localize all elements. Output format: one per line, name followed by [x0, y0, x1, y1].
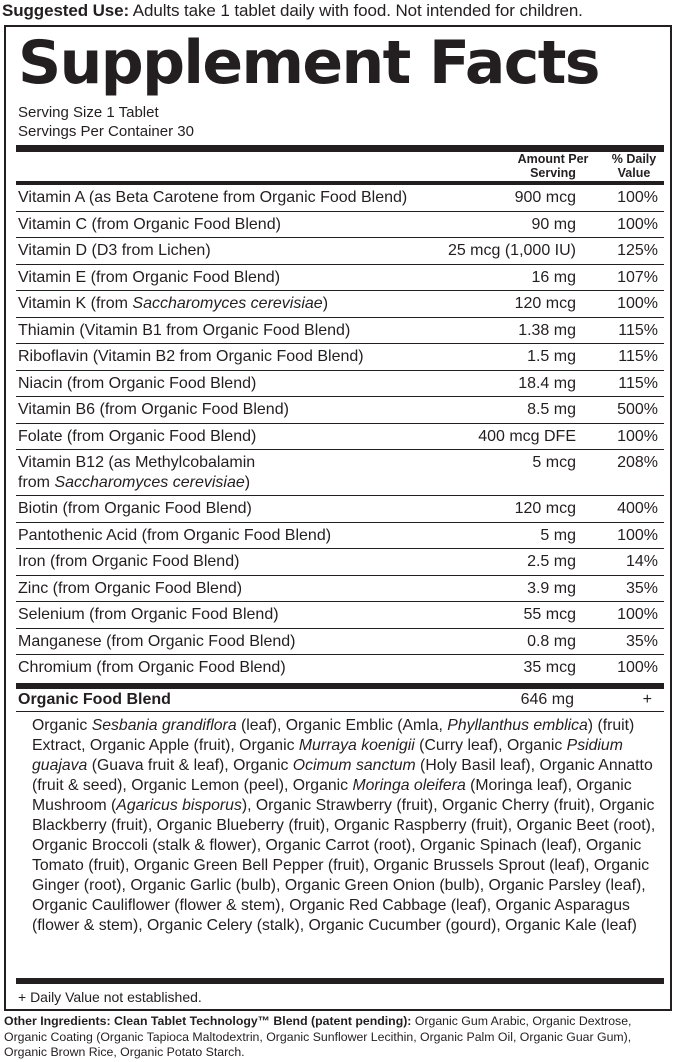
- nutrient-amount: 55 mcg: [523, 606, 576, 623]
- blend-text-segment: ) (fruit) Extract, Organic Apple (fruit), Organic: [32, 717, 635, 754]
- nutrient-daily-value: 100%: [617, 606, 658, 623]
- nutrient-name: [18, 579, 458, 599]
- nutrient-name: [18, 188, 458, 208]
- nutrient-name-text: ): [322, 295, 329, 312]
- nutrient-daily-value: 500%: [617, 401, 658, 418]
- blend-text-segment: (Moringa leaf), Organic Mushroom (: [32, 777, 632, 814]
- nutrient-name-text: Biotin (from Organic Food Blend): [18, 500, 252, 517]
- nutrient-name: [18, 347, 458, 367]
- nutrient-amount: 16 mg: [531, 268, 576, 286]
- nutrient-amount: 120 mcg: [514, 295, 576, 312]
- nutrient-amount: 1.38 mg: [518, 321, 576, 339]
- serving-size: Serving Size 1 Tablet: [18, 104, 159, 121]
- blend-text-segment: ), Organic Strawberry (fruit), Organic Cherry (fruit), Organic Blackberry (fruit), Organic Blueberry (fruit), Organic Raspberry (fruit), Organic Beet (root), Organic Broccoli (stalk & flower), Organic Carrot (root), Organic Spinach (leaf), Organic Tomato (fruit), Organic Green Bell Pepper (fruit), Organic Brussels Sprout (leaf), Organic Ginger (root), Organic Garlic (bulb), Organic Green Onion (bulb), Organic Parsley (leaf), Organic Cauliflower (flower & stem), Organic Red Cabbage (leaf), Organic Asparagus (flower & stem), Organic Celery (stalk), Organic Cucumber (gourd), Organic Kale (leaf): [32, 797, 656, 934]
- nutrient-name-text: Vitamin B12 (as Methylcobalamin: [18, 454, 256, 471]
- blend-amount: 646 mg: [520, 691, 574, 708]
- nutrient-name-text: Folate (from Organic Food Blend): [18, 427, 257, 445]
- other-ingredients-label: Other Ingredients: Clean Tablet Technology™ Blend (patent pending):: [4, 1014, 412, 1028]
- nutrient-row: [16, 265, 664, 292]
- nutrient-row: [16, 344, 664, 371]
- nutrient-daily-value: 107%: [617, 268, 658, 286]
- nutrient-row: [16, 450, 664, 496]
- nutrient-daily-value: 100%: [617, 526, 658, 544]
- nutrient-source-italic: Saccharomyces cerevisiae: [54, 474, 245, 491]
- nutrient-name: [18, 215, 458, 235]
- panel-title: Supplement Facts: [18, 28, 599, 98]
- nutrient-name-text: Vitamin C (from Organic Food Blend): [18, 215, 281, 233]
- other-ingredients-text: Organic Gum Arabic, Organic Dextrose, Organic Coating (Organic Tapioca Maltodextrin, Organic Sunflower Lecithin, Organic Palm Oil, Organic Guar Gum), Organic Brown Rice, Organic Potato Starch.: [4, 1014, 632, 1059]
- blend-text-segment: (Guava fruit & leaf), Organic: [87, 757, 293, 774]
- footnote: + Daily Value not established.: [18, 989, 202, 1005]
- nutrient-daily-value: 208%: [617, 454, 658, 471]
- servings-per-container: Servings Per Container 30: [18, 123, 194, 140]
- nutrient-name-text: Selenium (from Organic Food Blend): [18, 606, 279, 623]
- blend-text-segment: (leaf), Organic Emblic (Amla,: [236, 717, 448, 734]
- nutrient-name: [18, 241, 458, 261]
- nutrient-name-text: Chromium (from Organic Food Blend): [18, 659, 286, 676]
- nutrient-row: [16, 318, 664, 345]
- nutrient-name-text: Vitamin A (as Beta Carotene from Organic Food Blend): [18, 189, 408, 206]
- nutrient-daily-value: 125%: [617, 242, 658, 259]
- nutrient-row: [16, 371, 664, 398]
- nutrient-daily-value: 14%: [625, 553, 658, 570]
- nutrient-daily-value: 115%: [618, 348, 658, 365]
- suggested-use: [2, 0, 679, 22]
- nutrient-amount: 0.8 mg: [527, 632, 576, 650]
- nutrient-row: [16, 602, 664, 629]
- nutrient-name-text: Vitamin D (D3 from Lichen): [18, 242, 211, 259]
- nutrient-daily-value: 400%: [617, 500, 658, 517]
- nutrient-name: [18, 400, 458, 420]
- nutrient-daily-value: 115%: [618, 374, 658, 392]
- thick-rule-top: [16, 145, 664, 152]
- nutrient-amount: 90 mg: [531, 215, 576, 233]
- botanical-name: Psidium guajava: [32, 737, 623, 774]
- nutrient-amount: 25 mcg (1,000 IU): [447, 242, 576, 259]
- nutrient-amount: 5 mg: [540, 526, 576, 544]
- amount-per-serving-header: [502, 153, 604, 180]
- nutrient-row: [16, 576, 664, 603]
- botanical-name: Ocimum sanctum: [292, 757, 416, 774]
- blend-name: Organic Food Blend: [18, 691, 171, 708]
- nutrient-name: [18, 321, 458, 341]
- nutrient-name-text: Zinc (from Organic Food Blend): [18, 579, 243, 597]
- botanical-name: Murraya koenigii: [298, 737, 415, 754]
- other-ingredients: [4, 1014, 674, 1061]
- botanical-name: Sesbania grandiflora: [91, 717, 237, 734]
- nutrient-name-text: Iron (from Organic Food Blend): [18, 553, 240, 570]
- botanical-name: Moringa oleifera: [352, 777, 466, 794]
- nutrient-name-text: Riboflavin (Vitamin B2 from Organic Food Blend): [18, 348, 364, 365]
- nutrient-name: [18, 453, 458, 493]
- nutrient-amount: 400 mcg DFE: [478, 427, 576, 445]
- thick-rule-blend: [16, 683, 664, 689]
- nutrient-row: [16, 397, 664, 424]
- nutrient-name: [18, 632, 458, 652]
- nutrient-daily-value: 100%: [617, 427, 658, 445]
- nutrient-row: [16, 629, 664, 656]
- amount-header-line2: Serving: [530, 165, 576, 180]
- nutrient-name-text: Vitamin E (from Organic Food Blend): [18, 268, 281, 286]
- nutrient-row: [16, 291, 664, 318]
- nutrient-row: [16, 523, 664, 550]
- dv-header-line1: % Daily: [611, 152, 657, 166]
- supplement-facts-panel: [4, 25, 672, 1011]
- nutrient-row: [16, 238, 664, 265]
- nutrient-amount: 1.5 mg: [527, 348, 576, 365]
- nutrient-daily-value: 35%: [625, 579, 658, 597]
- nutrient-name-text: Manganese (from Organic Food Blend): [18, 632, 296, 650]
- blend-text-segment: (Curry leaf), Organic: [414, 737, 567, 754]
- thick-rule-bottom: [16, 978, 664, 984]
- nutrient-amount: 3.9 mg: [527, 579, 576, 597]
- nutrient-row: [16, 549, 664, 576]
- nutrient-row: [16, 655, 664, 682]
- suggested-use-text: Adults take 1 tablet daily with food. Not intended for children.: [129, 1, 583, 20]
- nutrient-name: [18, 658, 458, 678]
- nutrient-row: [16, 212, 664, 239]
- nutrient-amount: 120 mcg: [514, 500, 576, 517]
- nutrient-name: [18, 605, 458, 625]
- nutrient-amount: 18.4 mg: [518, 374, 576, 392]
- blend-dv: +: [642, 691, 652, 708]
- blend-text-segment: Organic: [32, 717, 92, 734]
- nutrient-daily-value: 35%: [625, 632, 658, 650]
- nutrient-amount: 35 mcg: [523, 659, 576, 676]
- nutrient-row: [16, 496, 664, 523]
- nutrient-name: [18, 374, 458, 394]
- nutrient-name-text: Vitamin B6 (from Organic Food Blend): [18, 401, 289, 418]
- nutrient-name-text: Niacin (from Organic Food Blend): [18, 374, 257, 392]
- nutrient-amount: 5 mcg: [532, 454, 576, 471]
- nutrient-daily-value: 100%: [617, 295, 658, 312]
- nutrient-name: [18, 294, 458, 314]
- nutrient-name-text: Vitamin K (from: [18, 295, 133, 312]
- nutrient-name-text: ): [244, 474, 251, 491]
- daily-value-header: [602, 153, 666, 180]
- dv-header-line2: Value: [617, 165, 651, 180]
- nutrient-name-text: Thiamin (Vitamin B1 from Organic Food Blend): [18, 321, 351, 339]
- nutrient-name-text: from: [18, 474, 55, 491]
- suggested-use-label: Suggested Use:: [2, 1, 130, 20]
- nutrient-amount: 8.5 mg: [527, 401, 576, 418]
- nutrient-daily-value: 100%: [617, 659, 658, 676]
- nutrient-amount: 900 mcg: [514, 189, 576, 206]
- nutrient-daily-value: 100%: [617, 215, 658, 233]
- botanical-name: Agaricus bisporus: [116, 797, 242, 814]
- nutrient-name: [18, 552, 458, 572]
- blend-ingredients: [32, 716, 658, 936]
- nutrient-row: [16, 424, 664, 451]
- nutrient-amount: 2.5 mg: [527, 553, 576, 570]
- nutrient-daily-value: 100%: [617, 189, 658, 206]
- nutrient-name: [18, 526, 458, 546]
- nutrient-name-text: Pantothenic Acid (from Organic Food Blend): [18, 526, 332, 544]
- blend-text-segment: (Holy Basil leaf), Organic Annatto (fruit & seed), Organic Lemon (peel), Organic: [32, 757, 653, 794]
- nutrient-name: [18, 427, 458, 447]
- nutrient-daily-value: 115%: [618, 321, 658, 339]
- nutrient-name: [18, 268, 458, 288]
- thin-rule-blend: [16, 711, 664, 712]
- amount-header-line1: Amount Per: [517, 152, 589, 166]
- nutrient-name: [18, 499, 458, 519]
- nutrient-row: [16, 185, 664, 212]
- nutrient-source-italic: Saccharomyces cerevisiae: [132, 295, 323, 312]
- botanical-name: Phyllanthus emblica: [447, 717, 588, 734]
